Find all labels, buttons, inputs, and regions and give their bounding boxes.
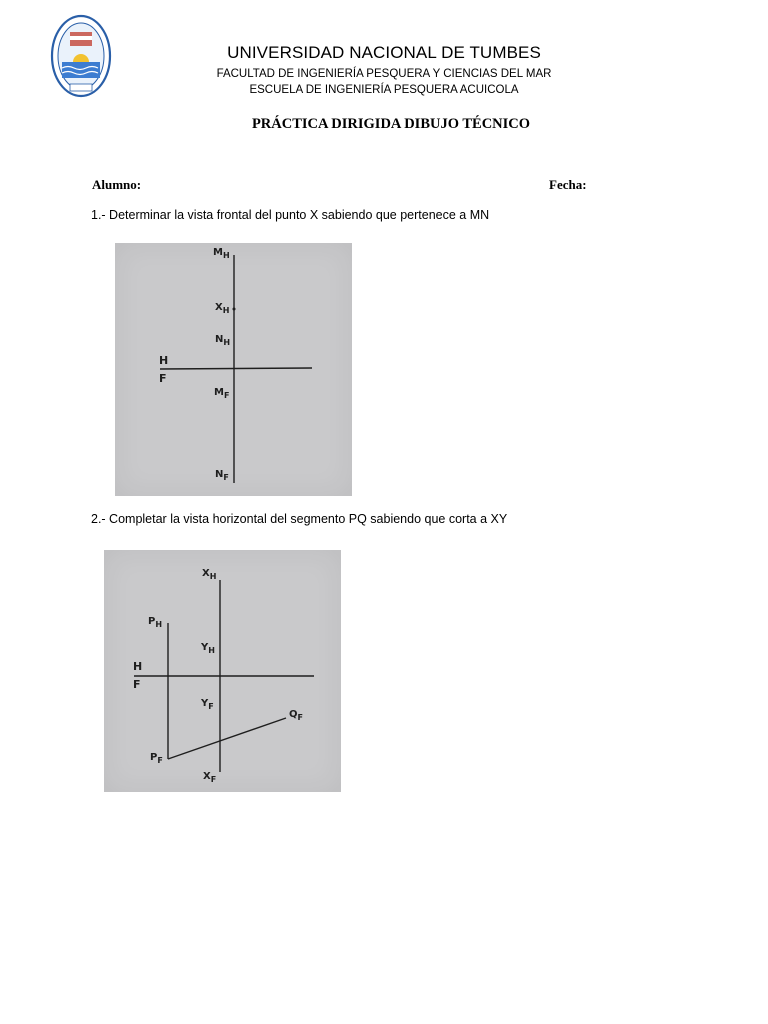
figure-1	[115, 243, 352, 496]
label-yh: $Y_H$	[201, 642, 215, 655]
school-name: ESCUELA DE INGENIERÍA PESQUERA ACUICOLA	[249, 84, 519, 96]
label-xh: $X_H$	[202, 568, 217, 581]
student-label: Alumno:	[92, 177, 142, 192]
pq-frontal-segment	[168, 718, 286, 759]
question-2-text: 2.- Completar la vista horizontal del segmento PQ sabiendo que corta a XY	[91, 512, 508, 526]
label-h: H	[133, 660, 143, 673]
question-1-text: 1.- Determinar la vista frontal del punto X sabiendo que pertenece a MN	[91, 208, 490, 222]
point-xh	[233, 308, 236, 311]
university-name: UNIVERSIDAD NACIONAL DE TUMBES	[227, 43, 541, 62]
faculty-name: FACULTAD DE INGENIERÍA PESQUERA Y CIENCIAS DEL MAR	[216, 68, 552, 80]
figure-2	[104, 550, 341, 792]
document-title: PRÁCTICA DIRIGIDA DIBUJO TÉCNICO	[251, 116, 531, 132]
label-mf: $M_F$	[214, 387, 230, 400]
label-nf: $N_F$	[215, 469, 229, 482]
label-pf: $P_F$	[150, 752, 163, 765]
label-nh: $N_H$	[215, 334, 231, 347]
label-f: F	[133, 678, 141, 691]
label-xh: $X_H$	[215, 302, 230, 315]
label-h: H	[159, 354, 169, 367]
label-xf: $X_F$	[203, 771, 217, 784]
date-label: Fecha:	[549, 177, 587, 192]
label-yf: $Y_F$	[201, 698, 214, 711]
hf-reference-line	[160, 368, 312, 369]
label-f: F	[159, 372, 167, 385]
label-mh: $M_H$	[213, 247, 230, 260]
label-ph: $P_H$	[148, 616, 163, 629]
label-qf: $Q_F$	[289, 709, 303, 722]
